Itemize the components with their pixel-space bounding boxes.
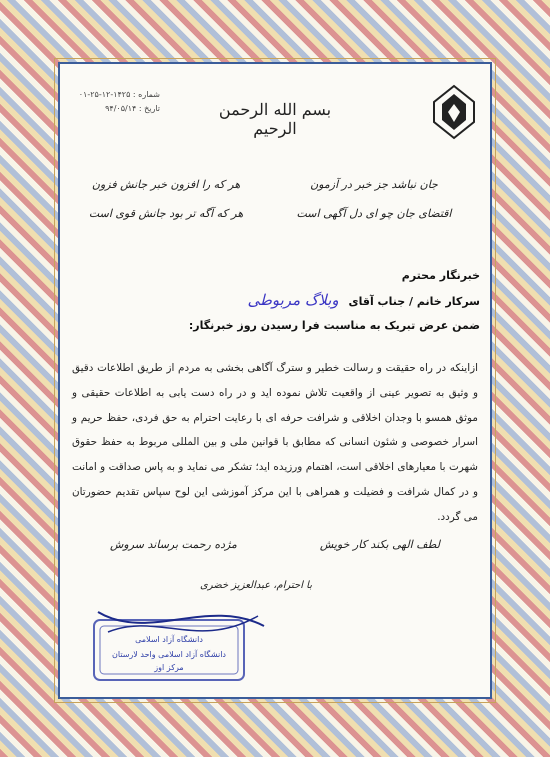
poem-line: اقتضای جان چو ای دل آگهی است (296, 207, 452, 220)
official-stamp-icon (88, 602, 268, 687)
stamp-text-1: دانشگاه آزاد اسلامی (135, 635, 203, 644)
document-meta (70, 88, 160, 116)
closing-left: مژده رحمت برساند سروش (110, 538, 237, 551)
closing-right: لطف الهی بکند کار خویش (319, 538, 440, 551)
poem-row-1 (70, 178, 470, 191)
poem-row-2 (70, 207, 470, 220)
document-date: تاریخ : ۹۴/۰۵/۱۴ (105, 104, 160, 113)
salutation-line (189, 288, 480, 314)
poem-line: جان نباشد جز خبر در آزمون (310, 178, 438, 191)
document-number: شماره : ۱۴۲۵-۱۲-۲۵-۰۱ (78, 90, 160, 99)
university-logo-icon (430, 82, 478, 142)
poem-block (70, 178, 470, 236)
intro-line: ضمن عرض تبریک به مناسبت فرا رسیدن روز خبرنگار: (188, 319, 480, 332)
stamp-text-3: مرکز اوز (154, 663, 184, 672)
stamp-text-2: دانشگاه آزاد اسلامی واحد لارستان (112, 650, 226, 659)
certificate-body: ازاینکه در راه حقیقت و رسالت خطیر و سترگ آگاهی بخشی به مردم از طریق اطلاعات دقیق و وثیق به تصویر عینی از واقعیت تلاش نموده اید و در راه دست یابی به اطلاعات حقیقی و موثق همسو با وجدان اخلاقی و شرافت حرفه ای با رعایت احترام به حق فردی، حفظ حریم و اسرار خصوصی و شئون انسانی که مطابق با قوانین ملی و بین المللی مربوط به حفظ حقوق شهرت با معیارهای اخلاقی است، اهتمام ورزیده اید؛ تشکر می نماید و به پاس صداقت و امانت و در کمال شرافت و فضیلت و همراهی با این مرکز آموزشی این لوح سپاس تقدیم حضورتان می گردد. (72, 362, 478, 523)
poem-line: هر که را افزون خبر جانش فزون (91, 178, 241, 191)
addressee-block (189, 264, 480, 338)
signature-line: با احترام، عبدالعزیز خضری (200, 580, 312, 591)
closing-verse (110, 538, 440, 551)
greeting: خبرنگار محترم (401, 269, 480, 282)
basmala-calligraphy: بسم الله الرحمن الرحیم (218, 100, 332, 138)
recipient-name: وبلاگ مربوطی (247, 291, 339, 309)
poem-line: هر که آگه تر بود جانش قوی است (88, 207, 244, 220)
salutation: سرکار خانم / جناب آقای (348, 295, 480, 308)
